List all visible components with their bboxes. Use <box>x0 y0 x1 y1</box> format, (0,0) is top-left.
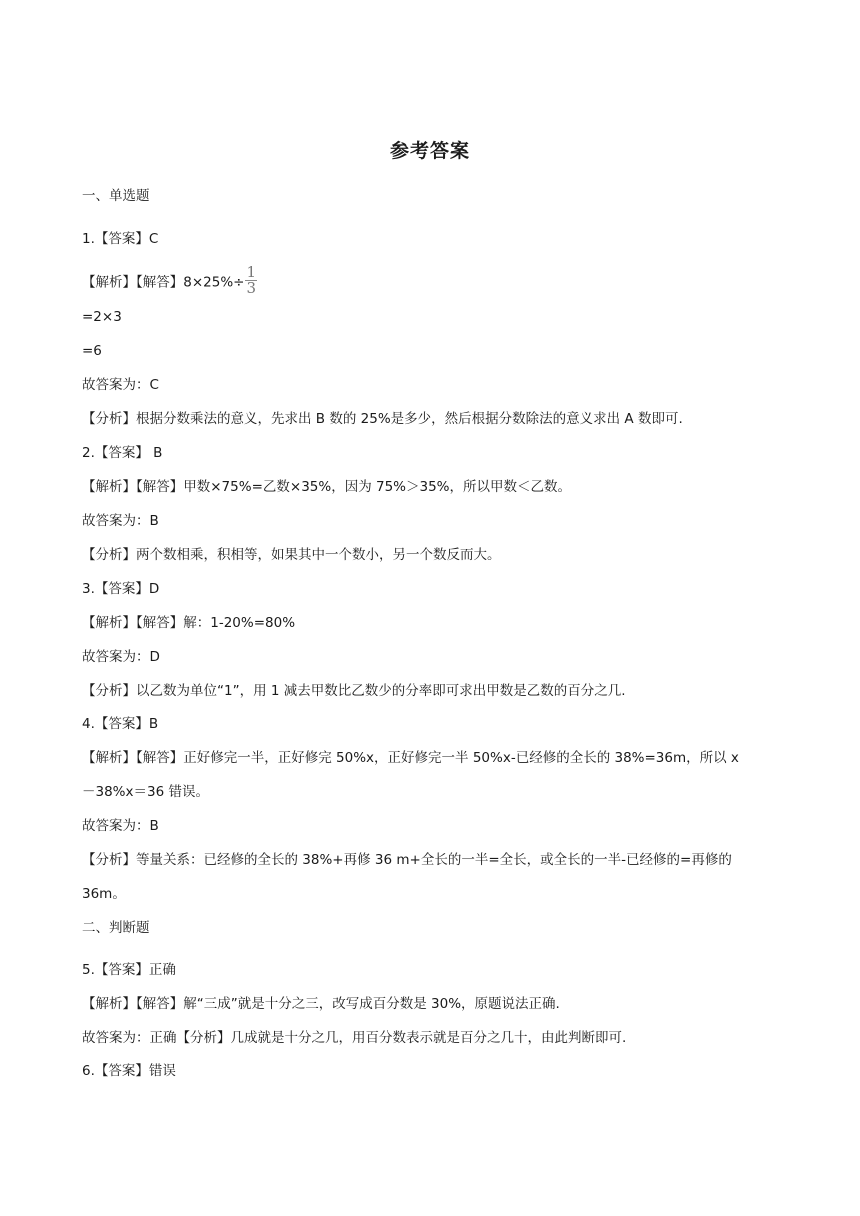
page-title: 参考答案 <box>389 140 470 162</box>
q1-step-1: =2×3 <box>82 309 122 325</box>
q1-step-2: =6 <box>82 343 102 359</box>
section-heading-true-false: 二、判断题 <box>82 920 150 936</box>
fraction-one-third <box>245 265 257 296</box>
q3-answer: 3.【答案】D <box>82 581 160 597</box>
q1-analysis <box>82 263 782 298</box>
q1-final-answer: 故答案为：C <box>82 377 159 393</box>
q2-final-answer: 故答案为：B <box>82 513 159 529</box>
q4-analysis-line-2: －38%x＝36 错误。 <box>82 784 209 800</box>
q1-answer: 1.【答案】C <box>82 231 159 247</box>
q2-answer: 2.【答案】 B <box>82 445 163 461</box>
q2-analysis: 【解析】【解答】甲数×75%=乙数×35%，因为 75%＞35%，所以甲数＜乙数。 <box>82 479 571 495</box>
q1-analysis-text: 【解析】【解答】8×25%÷ <box>82 274 245 291</box>
q1-note: 【分析】根据分数乘法的意义，先求出 B 数的 25%是多少，然后根据分数除法的意义求出 A 数即可. <box>82 411 683 427</box>
q2-note: 【分析】两个数相乘，积相等，如果其中一个数小，另一个数反而大。 <box>82 547 501 563</box>
q5-final-answer: 故答案为：正确【分析】几成就是十分之几，用百分数表示就是百分之几十，由此判断即可. <box>82 1030 627 1046</box>
q5-analysis: 【解析】【解答】解“三成”就是十分之三，改写成百分数是 30%，原题说法正确. <box>82 996 560 1012</box>
q4-analysis-line-1: 【解析】【解答】正好修完一半，正好修完 50%x，正好修完一半 50%x-已经修的全长的 38%=36m，所以 x <box>82 750 739 766</box>
q3-note: 【分析】以乙数为单位“1”，用 1 减去甲数比乙数少的分率即可求出甲数是乙数的百分之几. <box>82 683 626 699</box>
q6-answer: 6.【答案】错误 <box>82 1063 176 1079</box>
q3-final-answer: 故答案为：D <box>82 649 160 665</box>
fraction-denominator: 3 <box>246 279 257 297</box>
fraction-numerator: 1 <box>246 263 257 281</box>
q4-answer: 4.【答案】B <box>82 716 159 732</box>
q4-note-line-2: 36m。 <box>82 886 126 902</box>
section-heading-single-choice: 一、单选题 <box>82 188 150 204</box>
q5-answer: 5.【答案】正确 <box>82 962 176 978</box>
q4-note-line-1: 【分析】等量关系：已经修的全长的 38%+再修 36 m+全长的一半=全长，或全长的一半-已经修的=再修的 <box>82 852 732 868</box>
q3-analysis: 【解析】【解答】解：1-20%=80% <box>82 615 296 631</box>
q4-final-answer: 故答案为：B <box>82 818 159 834</box>
